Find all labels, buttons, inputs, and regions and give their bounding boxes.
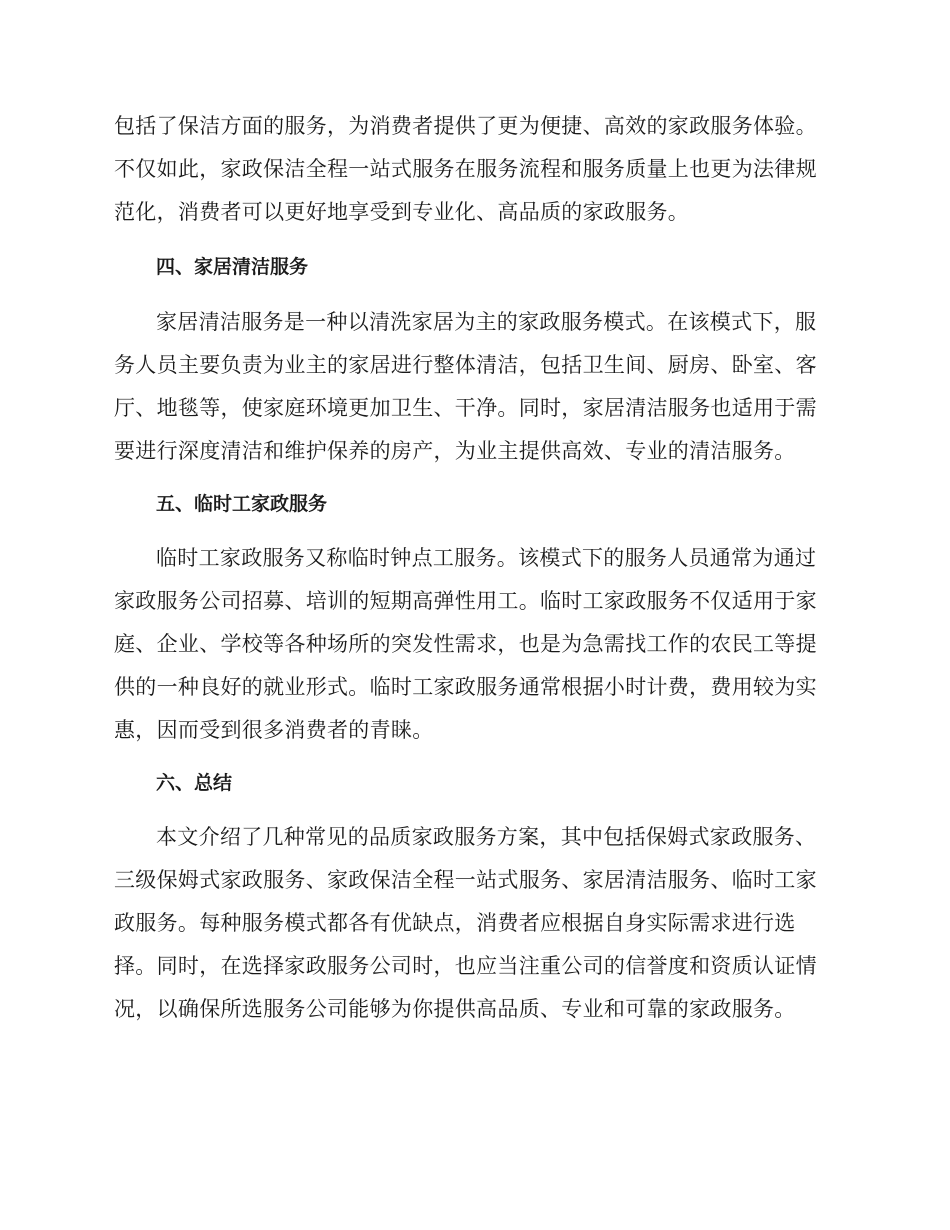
section-5-line-1: 临时工家政服务又称临时钟点工服务。该模式下的服务人员通常为通过 [156,546,817,570]
section-5-line-3: 庭、企业、学校等各种场所的突发性需求，也是为急需找工作的农民工等提 [114,632,817,656]
section-6-line-1: 本文介绍了几种常见的品质家政服务方案，其中包括保姆式家政服务、 [156,825,817,849]
section-5-line-4: 供的一种良好的就业形式。临时工家政服务通常根据小时计费，费用较为实 [114,675,817,699]
section-4-line-2: 务人员主要负责为业主的家居进行整体清洁，包括卫生间、厨房、卧室、客 [114,353,817,377]
section-4-heading: 四、家居清洁服务 [156,256,309,278]
section-6-line-3: 政服务。每种服务模式都各有优缺点，消费者应根据自身实际需求进行选 [114,911,796,935]
intro-line-3: 范化，消费者可以更好地享受到专业化、高品质的家政服务。 [114,200,690,224]
section-6-line-2: 三级保姆式家政服务、家政保洁全程一站式服务、家居清洁服务、临时工家 [114,868,817,892]
intro-line-2: 不仅如此，家政保洁全程一站式服务在服务流程和服务质量上也更为法律规 [114,157,817,181]
intro-line-1: 包括了保洁方面的服务，为消费者提供了更为便捷、高效的家政服务体验。 [114,114,817,138]
section-4-line-1: 家居清洁服务是一种以清洗家居为主的家政服务模式。在该模式下，服 [156,310,817,334]
section-5-heading: 五、临时工家政服务 [156,493,328,515]
section-4-line-3: 厅、地毯等，使家庭环境更加卫生、干净。同时，家居清洁服务也适用于需 [114,396,817,420]
section-5-line-2: 家政服务公司招募、培训的短期高弹性用工。临时工家政服务不仅适用于家 [114,589,817,613]
section-5-line-5: 惠，因而受到很多消费者的青睐。 [114,718,434,742]
section-4-line-4: 要进行深度清洁和维护保养的房产，为业主提供高效、专业的清洁服务。 [114,439,796,463]
section-6-line-5: 况，以确保所选服务公司能够为你提供高品质、专业和可靠的家政服务。 [114,997,796,1021]
section-6-heading: 六、总结 [156,772,233,794]
section-6-line-4: 择。同时，在选择家政服务公司时，也应当注重公司的信誉度和资质认证情 [114,954,817,978]
